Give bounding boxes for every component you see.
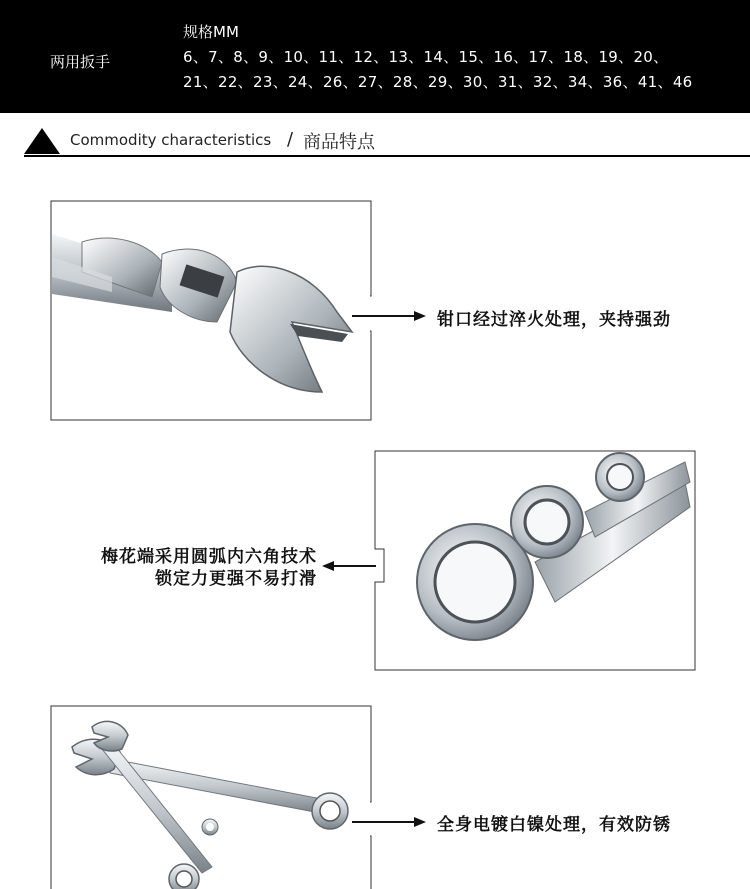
spec-band bbox=[0, 0, 750, 113]
feature-3-text: 全身电镀白镍处理，有效防锈 bbox=[437, 815, 671, 835]
triangle-icon bbox=[24, 128, 60, 154]
feature-2-text-line-1: 梅花端采用圆弧内六角技术 bbox=[101, 547, 317, 567]
arrow-right-icon bbox=[352, 309, 432, 323]
open-end-wrench-closeup-icon bbox=[52, 202, 370, 419]
spec-title: 规格MM bbox=[183, 23, 239, 41]
feature-1-text: 钳口经过淬火处理，夹持强劲 bbox=[437, 310, 671, 330]
ring-end-wrench-closeup-icon bbox=[385, 452, 694, 669]
spec-sizes-line-1: 6、7、8、9、10、11、12、13、14、15、16、17、18、19、20、 bbox=[183, 48, 669, 66]
section-divider bbox=[24, 155, 750, 157]
arrow-left-icon bbox=[322, 559, 382, 573]
product-name: 两用扳手 bbox=[50, 53, 111, 71]
section-title-en: Commodity characteristics bbox=[70, 131, 272, 149]
section-title-separator: / bbox=[287, 129, 294, 150]
combination-wrenches-icon bbox=[52, 707, 370, 889]
arrow-right-icon bbox=[352, 815, 432, 829]
feature-2-text-line-2: 锁定力更强不易打滑 bbox=[155, 569, 317, 589]
spec-sizes-line-2: 21、22、23、24、26、27、28、29、30、31、32、34、36、41、46 bbox=[183, 73, 693, 91]
section-title-cn: 商品特点 bbox=[303, 132, 375, 153]
section-header bbox=[0, 122, 750, 158]
